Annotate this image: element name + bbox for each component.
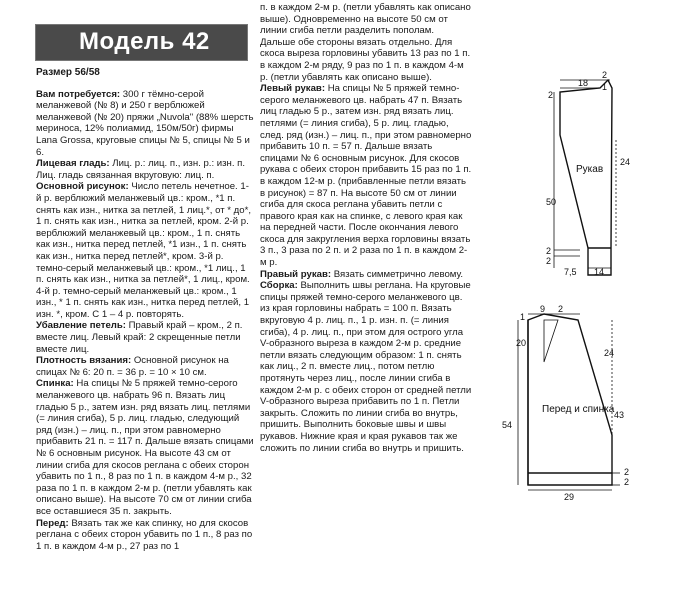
col1-paragraph [36,89,254,159]
paragraph-text: Выполнить швы реглана. На круговые спицы пряжей темно-серого меланжевого цв. из края горловины набрать = 100 п. Вязать вкруговую 4 р. лиц. п., 1 р. изн. п. (= линия сгиба), 4 р. лиц. п., при этом для острого угла V-образного выреза в каждом 2-м р. средние петли вязать следующим образом: 1 п. снять как лиц., 2 п. вместе лиц., потом петлю протянуть через лиц., после линии сгиба в каждом 2-м р. с обеих сторон от средней петли V-образного выреза прибавить по 1 п. Петли закрыть. Сложить по линии сгиба во внутрь, пришить. Выполнить боковые швы и швы рукавов. Нижние края и края рукавов так же сложить по линии сгиба во внутрь и пришить. [260,280,472,454]
paragraph-text: Вязать так же как спинку, но для скосов реглана с обеих сторон убавить по 1 п., 8 раз по 1 п. в каждом 4-м р., 27 раз по 1 [36,517,253,552]
body-dim-neck-side: 20 [516,338,527,348]
sleeve-outline-path [560,80,612,275]
body-dim-bottom-h-a: 2 [624,467,630,477]
sleeve-dim-bottom-h-a: 2 [546,246,552,256]
sleeve-label: Рукав [576,164,604,175]
col1-paragraph [36,158,254,181]
paragraph-heading: Сборка: [260,280,298,292]
paragraph-heading: Лицевая гладь: [36,158,110,170]
body-diagram [500,300,700,510]
paragraph-heading: Перед: [36,517,69,529]
paragraph-heading: Спинка: [36,378,74,390]
model-title: Модель 42 [79,28,210,55]
paragraph-text: п. в каждом 2-м р. (петли убавлять как описано выше). Одновременно на высоте 50 см от линии сгиба петли разделить пополам. Дальше обе стороны вязать отдельно. Для скоса выреза горловины убавить 13 раз по 1 п. в каждом 2-м ряду, 9 раз по 1 п. в каждом 4-м р. (петли убавлять как описано выше). [260,2,471,83]
sleeve-dim-bottom-h-b: 2 [546,256,552,266]
size-label: Размер 56/58 [36,67,100,78]
col1-paragraph [36,378,254,517]
col2-paragraph [260,83,472,269]
paragraph-text: На спицы № 5 пряжей темно-серого меланжевого цв. набрать 96 п. Вязать лиц гладью 5 р., затем изн. ряд вязать лиц. петлями (= линия сгиба), 5 р. лиц. гладью, следующий ряд (изн.) – лиц. п., при этом равномерно прибавить 21 п. = 117 п. Дальше вязать спицами № 6 основным рисунок. На высоте 43 см от линии сгиба для скосов реглана с обеих сторон убавить по 1 п., 8 раз по 1 п. в каждом 4-м р., 32 раза по 1 п. в каждом 2-м р. (петли убавлять как описано выше). На высоте 70 см от линии сгиба все оставшиеся 35 п. закрыть. [36,378,254,517]
body-label-line1: Перед и спинка [542,404,615,415]
col2-paragraph [260,2,472,83]
sleeve-dim-top-right-a: 2 [602,70,608,80]
sleeve-dim-top-left: 2 [548,90,554,100]
paragraph-text: Основной рисунок на спицах № 6: 20 п. = 36 р. = 10 × 10 см. [36,355,229,378]
col2-paragraph [260,280,472,454]
body-dim-top-a: 9 [540,304,546,314]
text-column-1 [36,67,254,552]
model-header [35,24,248,61]
body-outline-path [528,314,615,485]
col1-paragraph [36,355,254,378]
paragraph-text: Число петель нечетное. 1-й р. верблюжий меланжевый цв.: кром., *1 п. снять как изн., нитка за петлей, 1 лиц.*, от * до*, 1 п. снять как изн., нитка за петлей, кром. 2-й р. верблюжий меланжевый цв.: кром., 1 п. снять как изн., нитка перед петлей, *1 изн., 1 п. снять как изн., нитка перед петлей*, кром. 3-й р. темно-серый меланжевый цв.: кром., *1 лиц., 1 п. снять как изн., нитка за петлей*, 1 лиц., кром. 4-й р. темно-серый меланжевый цв.: кром., 1 изн., * 1 п. снять как изн., нитка перед петлей, 1 изн. *, кром. С 1 – 4 р. повторять. [36,181,251,320]
paragraph-text: На спицы № 5 пряжей темно-серого меланжевого цв. набрать 47 п. Вязать лиц гладью 5 р., затем изн. ряд вязать лиц. петлями (= линия сгиба), 5 р. лиц. гладью, след. ряд (изн.) – лиц. п., при этом равномерно прибавить 10 п. = 57 п. Дальше вязать спицами № 6 основным рисунок. Для скосов рукава с обеих сторон прибавить 15 раз по 1 п. в каждом 12-м р. (прибавленные петли вязать в рисунок) = 87 п. На высоте 50 см от линии сгиба для скоса реглана убавить петли с правого края как на спинке, с левого края как на передней части. После окончания левого скоса для закругления верха горловины вязать 3 п., 3 раза по 2 п. и 2 раза по 1 п. в каждом 2-м р. [260,83,472,269]
sleeve-dim-top-right-b: 1 [602,82,608,92]
paragraph-heading: Основной рисунок: [36,181,129,193]
paragraph-text: 300 г тёмно-серой меланжевой (№ 8) и 250 г верблюжей меланжевой (№ 20) пряжи „Nuvola" (88% шерсть мериноса, 12% полиамид, 150м/50г) фирмы Lana Grossa, круговые спицы № 5, спицы № 5 и 6. [36,88,254,158]
body-dim-right-top: 24 [604,348,615,358]
body-dim-bottom-width: 29 [564,492,575,502]
sleeve-dim-bottom-width: 14 [594,267,605,277]
paragraph-heading: Убавление петель: [36,320,126,332]
sleeve-dim-right-side: 24 [620,157,631,167]
paragraph-heading: Плотность вязания: [36,355,132,367]
sleeve-diagram [540,70,700,280]
col1-paragraph [36,518,254,553]
body-dim-top-left: 1 [520,312,526,322]
col1-paragraph [36,320,254,355]
paragraph-text: Вязать симметрично левому. [331,268,463,280]
paragraph-text: Правый край – кром., 2 п. вместе лиц. Левый край: 2 скрещенные петли вместе лиц. [36,320,243,355]
paragraph-text: Лиц. р.: лиц. п., изн. р.: изн. п. Лиц. гладь связанная вкруговую: лиц. п. [36,158,246,181]
paragraph-heading: Вам потребуется: [36,88,121,100]
body-dim-left-height: 54 [502,420,513,430]
col2-paragraph [260,269,472,281]
paragraph-heading: Правый рукав: [260,268,332,280]
body-dim-right-mid: 43 [614,410,625,420]
paragraph-heading: Левый рукав: [260,83,326,95]
body-dim-bottom-h-b: 2 [624,477,630,487]
sleeve-dim-top-mid: 18 [578,78,589,88]
sleeve-dim-height: 50 [546,197,557,207]
col1-paragraph [36,181,254,320]
text-column-2 [260,2,472,454]
sleeve-dim-bottom-left: 7,5 [564,267,577,277]
body-dim-top-b: 2 [558,304,564,314]
